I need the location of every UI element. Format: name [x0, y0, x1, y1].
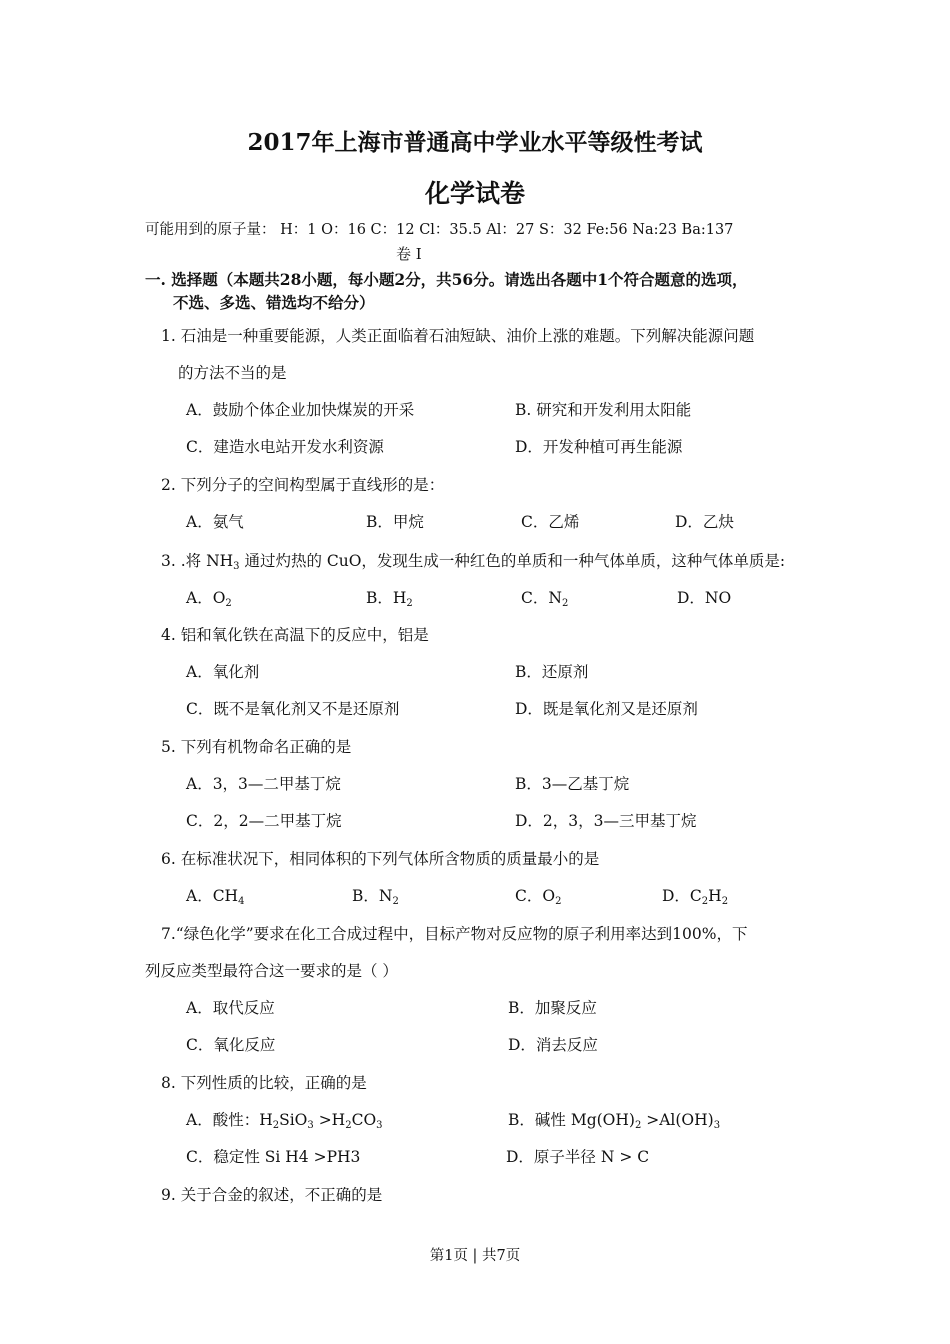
q5-option-d: D．2，3，3—三甲基丁烷 [515, 812, 697, 830]
q3-option-a: A．$O_2$ [186, 589, 232, 609]
q6-option-a: A．$CH_4$ [186, 887, 245, 907]
q2-option-b: B．甲烷 [366, 513, 424, 531]
question-1-stem-cont: 的方法不当的是 [178, 364, 287, 382]
q7-option-a: A．取代反应 [186, 999, 275, 1017]
q8-option-a: A．酸性：$H_2SiO_3 >H_2CO_3$ [186, 1111, 383, 1131]
exam-subtitle: 化学试卷 [424, 179, 525, 208]
q8-option-c: C．稳定性 Si H4 >PH3 [186, 1148, 361, 1166]
section-heading-cont: 不选、多选、错选均不给分） [173, 293, 375, 312]
q5-option-a: A．3，3—二甲基丁烷 [186, 775, 341, 793]
volume-label: 卷 Ⅰ [396, 245, 422, 263]
q3-option-b: B．$H_2$ [366, 589, 413, 609]
q1-option-a: A．鼓励个体企业加快煤炭的开采 [186, 401, 415, 419]
q7-option-b: B．加聚反应 [508, 999, 597, 1017]
question-6-stem: 6. 在标准状况下，相同体积的下列气体所含物质的质量最小的是 [161, 850, 600, 868]
q4-option-d: D．既是氧化剂又是还原剂 [515, 700, 698, 718]
question-3-stem [161, 549, 785, 571]
question-9-stem: 9. 关于合金的叙述，不正确的是 [161, 1186, 383, 1204]
question-8-stem: 8. 下列性质的比较，正确的是 [161, 1074, 367, 1092]
question-5-stem: 5. 下列有机物命名正确的是 [161, 738, 352, 756]
question-4-stem: 4. 铝和氧化铁在高温下的反应中，铝是 [161, 626, 429, 644]
q4-option-c: C．既不是氧化剂又不是还原剂 [186, 700, 400, 718]
q6-option-c: C．$O_2$ [515, 887, 562, 907]
q5-option-c: C．2，2—二甲基丁烷 [186, 812, 342, 830]
q2-option-c: C．乙烯 [521, 513, 580, 531]
q3-stem-sub: 3 [233, 561, 240, 572]
q6-option-b: B．$N_2$ [352, 887, 399, 907]
q5-option-b: B．3—乙基丁烷 [515, 775, 630, 793]
q8-option-b: B．碱性 $Mg(OH)_2 >Al(OH)_3$ [508, 1111, 721, 1131]
q4-option-a: A．氧化剂 [186, 663, 260, 681]
q3-stem-part-2: 通过灼热的 CuO，发现生成一种红色的单质和一种气体单质，这种气体单质是: [239, 552, 786, 570]
q2-option-a: A．氨气 [186, 513, 244, 531]
atomic-masses: 可能用到的原子量： H：1 O：16 C：12 Cl：35.5 Al：27 S：32 Fe:56 Na:23 Ba:137 [145, 222, 734, 238]
exam-title: 2017年上海市普通高中学业水平等级性考试 [247, 129, 703, 156]
q3-option-c: C．$N_2$ [521, 589, 569, 609]
question-7-stem-cont: 列反应类型最符合这一要求的是（ ） [145, 962, 398, 980]
q7-option-d: D．消去反应 [508, 1036, 598, 1054]
q1-option-b: B. 研究和开发利用太阳能 [515, 401, 692, 419]
q4-option-b: B．还原剂 [515, 663, 589, 681]
q1-option-d: D．开发种植可再生能源 [515, 438, 683, 456]
page-footer: 第1页 | 共7页 [429, 1248, 521, 1264]
question-7-stem: 7.“绿色化学”要求在化工合成过程中，目标产物对反应物的原子利用率达到100%，下 [161, 925, 748, 943]
q2-option-d: D．乙炔 [675, 513, 734, 531]
q1-option-c: C．建造水电站开发水利资源 [186, 438, 384, 456]
q3-option-d: D．NO [677, 589, 732, 607]
q3-stem-part-1: 3. .将 NH [161, 552, 234, 570]
section-heading: 一. 选择题（本题共28小题，每小题2分，共56分。请选出各题中1个符合题意的选项， [145, 270, 748, 289]
q7-option-c: C．氧化反应 [186, 1036, 276, 1054]
question-1-stem: 1. 石油是一种重要能源，人类正面临着石油短缺、油价上涨的难题。下列解决能源问题 [161, 327, 755, 345]
q8-option-d: D．原子半径 N > C [506, 1148, 650, 1166]
question-2-stem: 2. 下列分子的空间构型属于直线形的是： [161, 476, 445, 494]
q6-option-d: D．$C_2H_2$ [662, 887, 729, 907]
